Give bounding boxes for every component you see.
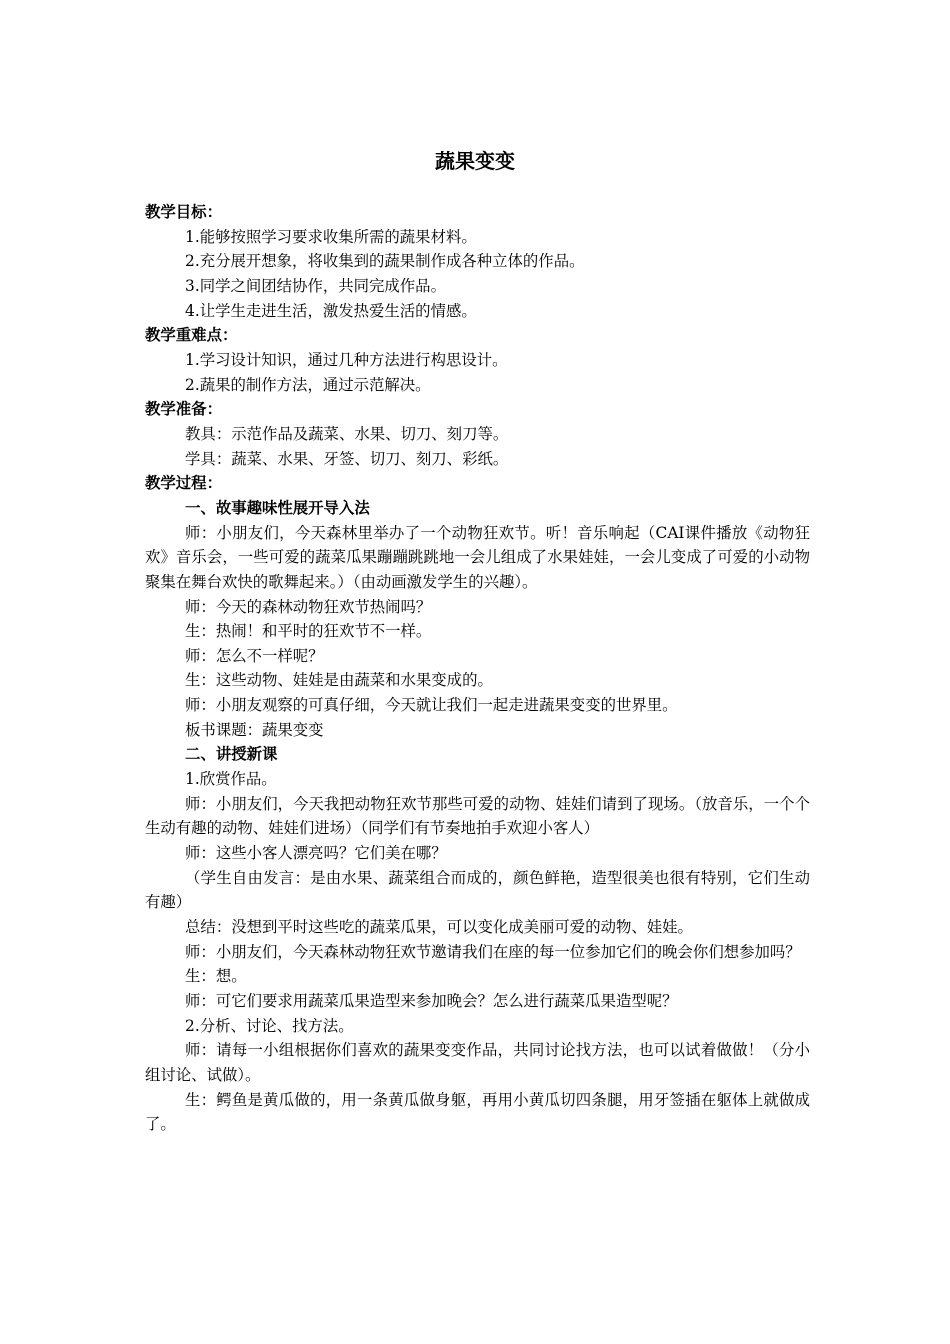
dialogue-paragraph: 总结：没想到平时这些吃的蔬菜瓜果，可以变化成美丽可爱的动物、娃娃。: [185, 918, 693, 937]
preparation-heading: 教学准备：: [145, 400, 222, 419]
dialogue-paragraph: 师：小朋友们，今天森林里举办了一个动物狂欢节。听！音乐响起（CAI课件播放《动物狂欢》音乐会，一些可爱的蔬菜瓜果蹦蹦跳跳地一会儿组成了水果娃娃，一会儿变成了可爱的小动物聚集在舞台欢快的歌舞起来。）（由动画激发学生的兴趣）。: [145, 523, 810, 591]
process-heading: 教学过程：: [145, 474, 222, 493]
dialogue-paragraph: 师：小朋友们，今天森林动物狂欢节邀请我们在座的每一位参加它们的晚会你们想参加吗？: [185, 942, 801, 961]
key-point-item: 2.蔬果的制作方法，通过示范解决。: [185, 375, 431, 394]
dialogue-paragraph: 生：想。: [185, 967, 247, 986]
part1-heading: 一、故事趣味性展开导入法: [185, 498, 370, 517]
key-point-item: 1.学习设计知识，通过几种方法进行构思设计。: [185, 350, 508, 369]
dialogue-paragraph: 师：请每一小组根据你们喜欢的蔬果变变作品，共同讨论找方法，也可以试着做做！（分小组讨论、试做）。: [145, 1041, 810, 1084]
preparation-item: 学具：蔬菜、水果、牙签、切刀、刻刀、彩纸。: [185, 449, 509, 468]
dialogue-paragraph: 师：这些小客人漂亮吗？它们美在哪？: [185, 844, 447, 863]
document-title: 蔬果变变: [435, 149, 515, 173]
dialogue-paragraph: 生：这些动物、娃娃是由蔬菜和水果变成的。: [185, 671, 493, 690]
dialogue-paragraph: 生：鳄鱼是黄瓜做的，用一条黄瓜做身躯，再用小黄瓜切四条腿，用牙签插在躯体上就做成了。: [145, 1090, 810, 1134]
preparation-item: 教具：示范作品及蔬菜、水果、切刀、刻刀等。: [185, 424, 509, 443]
dialogue-paragraph: 1.欣赏作品。: [185, 770, 277, 789]
dialogue-paragraph: 师：小朋友们，今天我把动物狂欢节那些可爱的动物、娃娃们请到了现场。（放音乐，一个个生动有趣的动物、娃娃们进场）（同学们有节奏地拍手欢迎小客人）: [145, 794, 810, 838]
dialogue-paragraph: 师：怎么不一样呢？: [185, 646, 324, 665]
document-body: [145, 200, 810, 1137]
dialogue-paragraph: 生：热闹！和平时的狂欢节不一样。: [185, 622, 432, 641]
dialogue-paragraph: 2.分析、讨论、找方法。: [185, 1016, 354, 1035]
dialogue-paragraph: 板书课题：蔬果变变: [185, 720, 324, 739]
objective-item: 4.让学生走进生活，激发热爱生活的情感。: [185, 301, 477, 320]
part2-heading: 二、讲授新课: [185, 745, 278, 764]
dialogue-paragraph: 师：可它们要求用蔬菜瓜果造型来参加晚会？怎么进行蔬菜瓜果造型呢？: [185, 992, 678, 1010]
dialogue-paragraph: （学生自由发言：是由水果、蔬菜组合而成的，颜色鲜艳，造型很美也很有特别，它们生动有趣）: [145, 868, 810, 912]
key-points-heading: 教学重难点：: [145, 326, 238, 345]
objective-item: 1.能够按照学习要求收集所需的蔬果材料。: [185, 227, 477, 246]
objectives-heading: 教学目标：: [145, 203, 222, 221]
dialogue-paragraph: 师：今天的森林动物狂欢节热闹吗？: [185, 597, 432, 616]
objective-item: 2.充分展开想象，将收集到的蔬果制作成各种立体的作品。: [185, 252, 585, 271]
dialogue-paragraph: 师：小朋友观察的可真仔细，今天就让我们一起走进蔬果变变的世界里。: [185, 696, 678, 715]
objective-item: 3.同学之间团结协作，共同完成作品。: [185, 276, 446, 295]
